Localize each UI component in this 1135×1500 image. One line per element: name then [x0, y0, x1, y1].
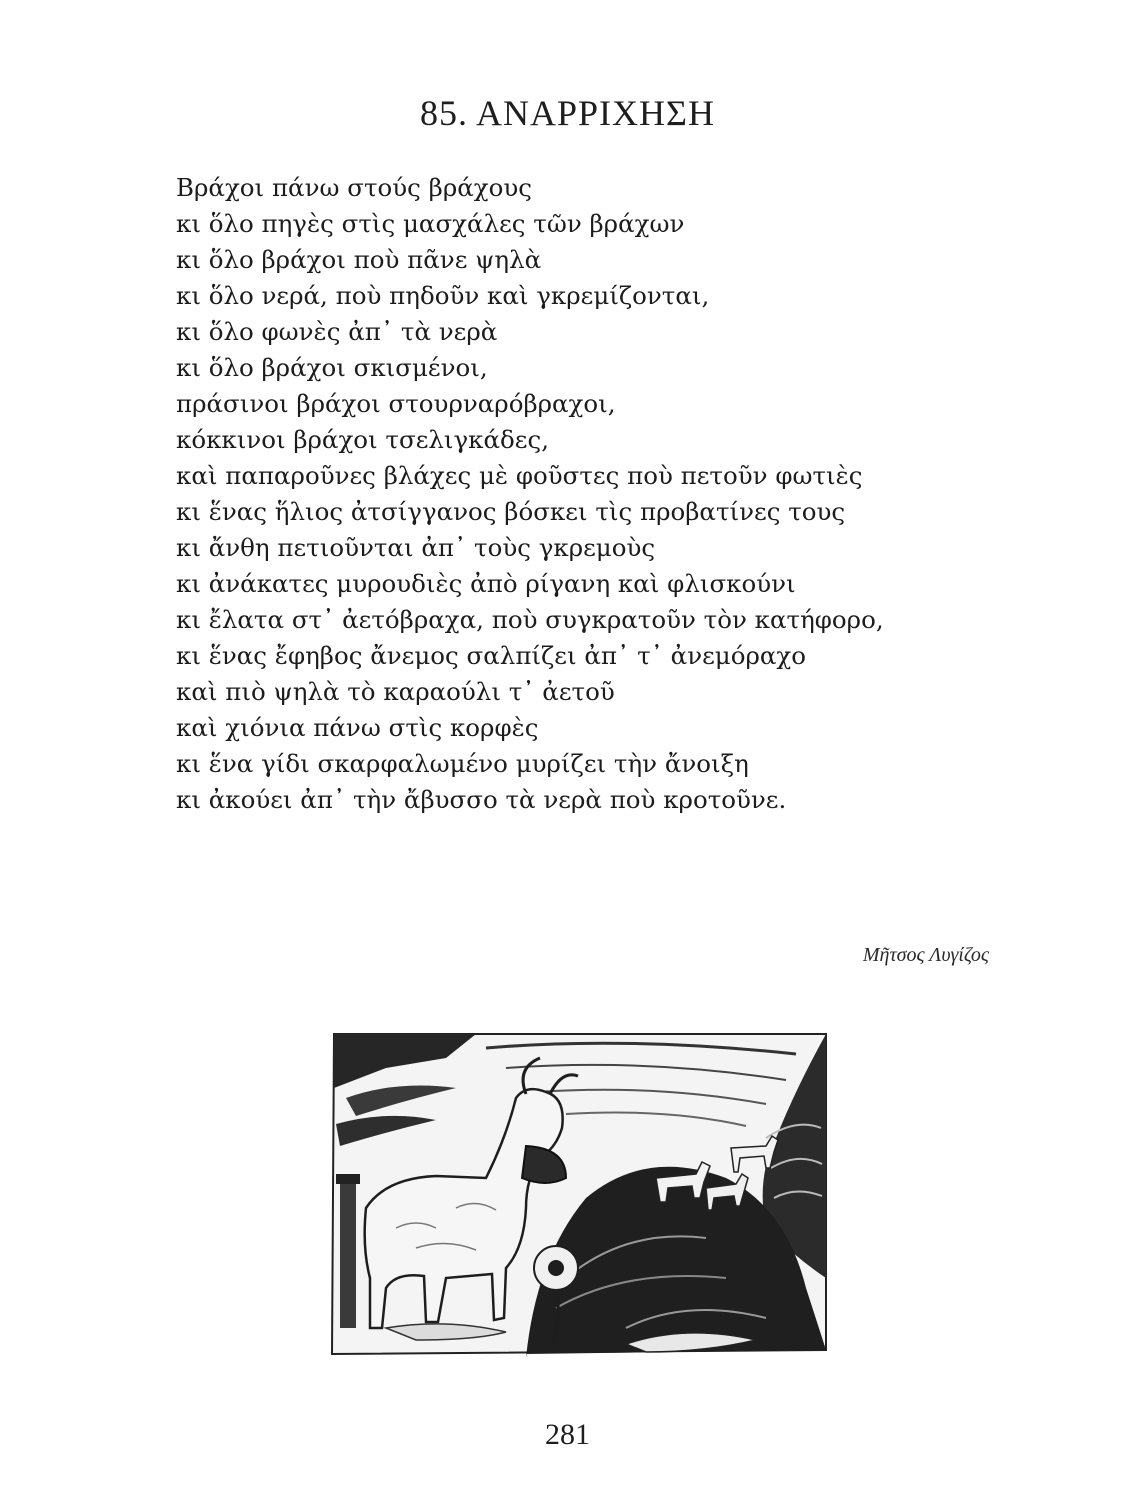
- poem-line: κι ὅλο νερά, ποὺ πηδοῦν καὶ γκρεμίζονται,: [176, 281, 710, 310]
- poem-line: κι ὅλο πηγὲς στὶς μασχάλες τῶν βράχων: [176, 209, 685, 238]
- poem-line: κι ἕνας ἥλιος ἀτσίγγανος βόσκει τὶς προβατίνες τους: [176, 497, 846, 526]
- poem-line: κι ἀνάκατες μυρουδιὲς ἀπὸ ρίγανη καὶ φλισκούνι: [176, 569, 796, 598]
- author-signature: Μῆτσος Λυγίζος: [862, 944, 989, 966]
- poem-line: κι ἄνθη πετιοῦνται ἀπ᾿ τοὺς γκρεμοὺς: [176, 533, 656, 562]
- poem-line: πράσινοι βράχοι στουρναρόβραχοι,: [176, 389, 616, 418]
- page-title: 85. ΑΝΑΡΡΙΧΗΣΗ: [420, 93, 715, 133]
- poem-line: κι ἀκούει ἀπ᾿ τὴν ἄβυσσο τὰ νερὰ ποὺ κροτοῦνε.: [176, 785, 787, 814]
- goats-illustration: [326, 1028, 834, 1358]
- poem-line: κι ὅλο βράχοι ποὺ πᾶνε ψηλὰ: [176, 245, 542, 274]
- poem-line: καὶ παπαροῦνες βλάχες μὲ φοῦστες ποὺ πετοῦν φωτιὲς: [176, 461, 863, 490]
- poem-line: κι ἔλατα στ᾿ ἀετόβραχα, ποὺ συγκρατοῦν τὸν κατήφορο,: [176, 605, 884, 634]
- poem-line: κι ὅλο φωνὲς ἀπ᾿ τὰ νερὰ: [176, 317, 498, 346]
- poem-line: κι ἕνας ἔφηβος ἄνεμος σαλπίζει ἀπ᾿ τ᾿ ἀνεμόραχο: [176, 641, 807, 670]
- poem-line: Βράχοι πάνω στούς βράχους: [176, 173, 533, 202]
- goats-on-rocks-icon: [326, 1028, 834, 1358]
- poem-line: καὶ πιὸ ψηλὰ τὸ καραούλι τ᾿ ἀετοῦ: [176, 677, 615, 706]
- poem-line: κόκκινοι βράχοι τσελιγκάδες,: [176, 425, 549, 454]
- poem-line: κι ὅλο βράχοι σκισμένοι,: [176, 353, 488, 382]
- poem-line: κι ἕνα γίδι σκαρφαλωμένο μυρίζει τὴν ἄνοιξη: [176, 749, 749, 778]
- poem-line: καὶ χιόνια πάνω στὶς κορφὲς: [176, 713, 539, 742]
- poem: [176, 170, 884, 818]
- page-number: 281: [545, 1418, 590, 1451]
